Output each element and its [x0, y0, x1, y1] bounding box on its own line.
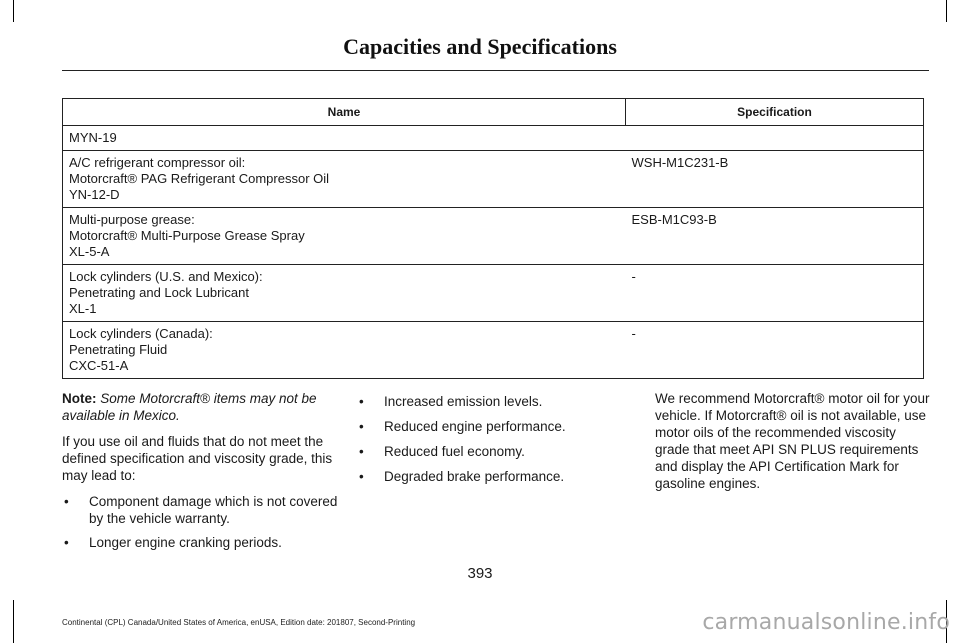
spec-cell: -	[626, 265, 924, 322]
bullet-icon: •	[64, 535, 69, 550]
name-line: Penetrating Fluid	[69, 342, 168, 357]
list-item: • Increased emission levels.	[359, 394, 543, 409]
specifications-table	[62, 98, 924, 379]
note-label: Note:	[62, 391, 97, 406]
name-line: Motorcraft® Multi-Purpose Grease Spray	[69, 228, 305, 243]
name-line: XL-1	[69, 301, 97, 316]
watermark-logo: carmanualsonline.info	[702, 610, 950, 635]
name-line: XL-5-A	[69, 244, 110, 259]
name-line: Lock cylinders (U.S. and Mexico):	[69, 269, 263, 284]
text-column-middle	[357, 393, 597, 493]
spec-cell: WSH-M1C231-B	[626, 151, 924, 208]
crop-mark	[13, 600, 14, 643]
name-cell	[63, 126, 626, 151]
name-line: Multi-purpose grease:	[69, 212, 195, 227]
name-cell	[63, 265, 626, 322]
intro-paragraph: If you use oil and fluids that do not meet the defined specification and viscosity grade, this may lead to:	[62, 434, 333, 483]
consequence-list-continued	[357, 393, 597, 485]
crop-mark	[946, 0, 947, 22]
page-number: 393	[467, 565, 493, 582]
name-line: CXC-51-A	[69, 358, 129, 373]
table-row	[63, 208, 924, 265]
spec-cell	[626, 126, 924, 151]
name-cell	[63, 208, 626, 265]
list-item: • Reduced fuel economy.	[359, 444, 525, 459]
table-row	[63, 151, 924, 208]
column-header-specification: Specification	[626, 99, 924, 126]
name-line: YN-12-D	[69, 187, 120, 202]
name-line: Penetrating and Lock Lubricant	[69, 285, 249, 300]
edition-footer: Continental (CPL) Canada/United States of America, enUSA, Edition date: 201807, Second-Printing	[62, 618, 416, 627]
list-item: • Reduced engine performance.	[359, 419, 566, 434]
note-text: Some Motorcraft® items may not be available in Mexico.	[62, 391, 317, 423]
table-row	[63, 126, 924, 151]
name-line: MYN-19	[69, 130, 117, 145]
title-divider	[62, 70, 929, 71]
name-cell	[63, 322, 626, 379]
column-header-name: Name	[63, 99, 626, 126]
name-cell	[63, 151, 626, 208]
recommendation-paragraph: We recommend Motorcraft® motor oil for your vehicle. If Motorcraft® oil is not available, use motor oils of the recommended viscosity grade that meet API SN PLUS requirements and display the API Certification Mark for gasoline engines.	[655, 391, 930, 491]
bullet-icon: •	[359, 444, 364, 459]
bullet-icon: •	[359, 394, 364, 409]
text-column-left	[62, 390, 342, 558]
consequence-list	[62, 493, 342, 551]
text-column-right	[655, 390, 930, 501]
table-row	[63, 322, 924, 379]
name-line: Motorcraft® PAG Refrigerant Compressor Oil	[69, 171, 330, 186]
spec-cell: -	[626, 322, 924, 379]
bullet-icon: •	[359, 419, 364, 434]
list-item: • Degraded brake performance.	[359, 469, 565, 484]
bullet-icon: •	[64, 494, 69, 509]
table-row	[63, 265, 924, 322]
page-title: Capacities and Specifications	[343, 34, 617, 59]
spec-cell: ESB-M1C93-B	[626, 208, 924, 265]
list-item: • Longer engine cranking periods.	[64, 535, 282, 550]
crop-mark	[13, 0, 14, 22]
note-paragraph	[62, 390, 342, 424]
list-item: • Component damage which is not covered by the vehicle warranty.	[64, 494, 338, 526]
name-line: Lock cylinders (Canada):	[69, 326, 213, 341]
name-line: A/C refrigerant compressor oil:	[69, 155, 246, 170]
bullet-icon: •	[359, 469, 364, 484]
